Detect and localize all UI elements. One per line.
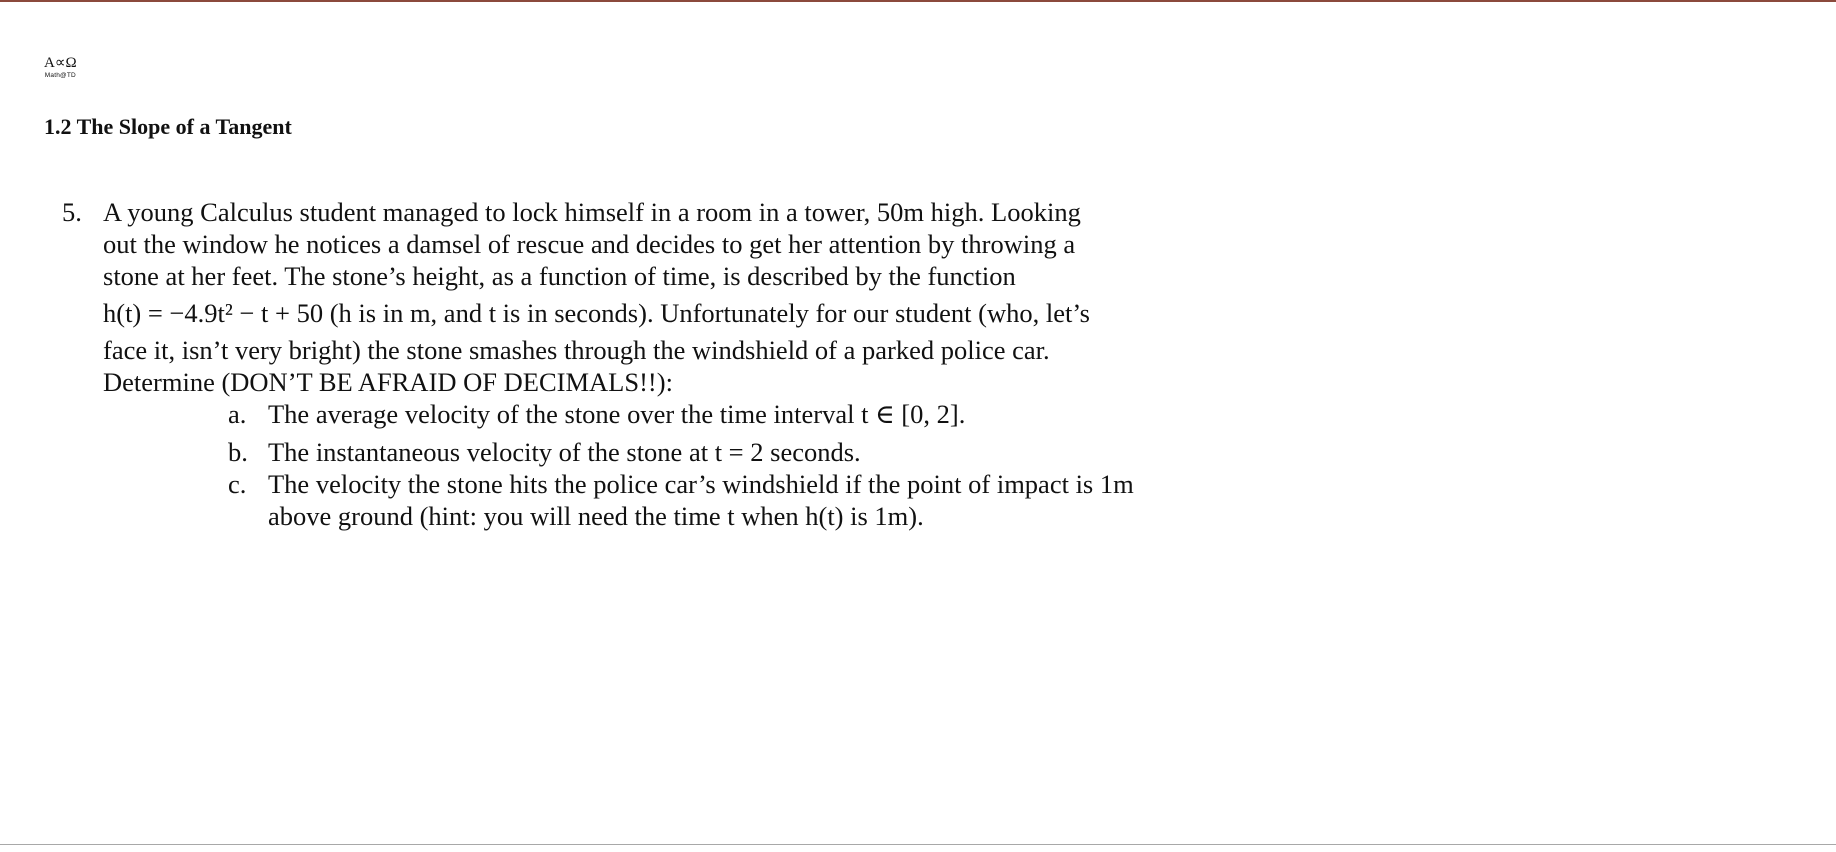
problem-statement: [103, 196, 1162, 398]
logo-text: Math@TD: [44, 72, 76, 79]
part-a: [228, 398, 1162, 430]
part-c: [228, 468, 1162, 532]
problem-5: [62, 196, 1162, 532]
top-border-rule: [0, 0, 1836, 2]
part-c-label: c.: [228, 469, 247, 499]
statement-line-4-formula: h(t) = −4.9t² − t + 50 (h is in m, and t is in seconds). Unfortunately for our student (who, let’s: [103, 298, 1090, 328]
part-b-label: b.: [228, 437, 248, 467]
statement-line-1: A young Calculus student managed to lock himself in a room in a tower, 50m high. Looking: [103, 197, 1081, 227]
part-a-text: The average velocity of the stone over the time interval t ∈ [0, 2].: [268, 399, 966, 429]
statement-line-5: face it, isn’t very bright) the stone smashes through the windshield of a parked police car.: [103, 335, 1050, 365]
part-b-text: The instantaneous velocity of the stone at t = 2 seconds.: [268, 437, 861, 467]
section-title: 1.2 The Slope of a Tangent: [44, 114, 292, 139]
bottom-border-rule: [0, 844, 1836, 845]
statement-line-2: out the window he notices a damsel of rescue and decides to get her attention by throwing a: [103, 229, 1076, 259]
sub-questions: [228, 398, 1162, 532]
problem-number: 5.: [62, 197, 82, 227]
statement-line-6: Determine (DON’T BE AFRAID OF DECIMALS!!):: [103, 367, 673, 397]
statement-line-3: stone at her feet. The stone’s height, as a function of time, is described by the function: [103, 261, 1016, 291]
part-b: [228, 436, 1162, 468]
part-c-text: The velocity the stone hits the police car’s windshield if the point of impact is 1m above ground (hint: you will need the time t when h(t) is 1m).: [268, 469, 1134, 531]
part-a-label: a.: [228, 399, 247, 429]
header-logo: [44, 56, 77, 80]
logo-symbols: A∝Ω: [44, 55, 77, 71]
